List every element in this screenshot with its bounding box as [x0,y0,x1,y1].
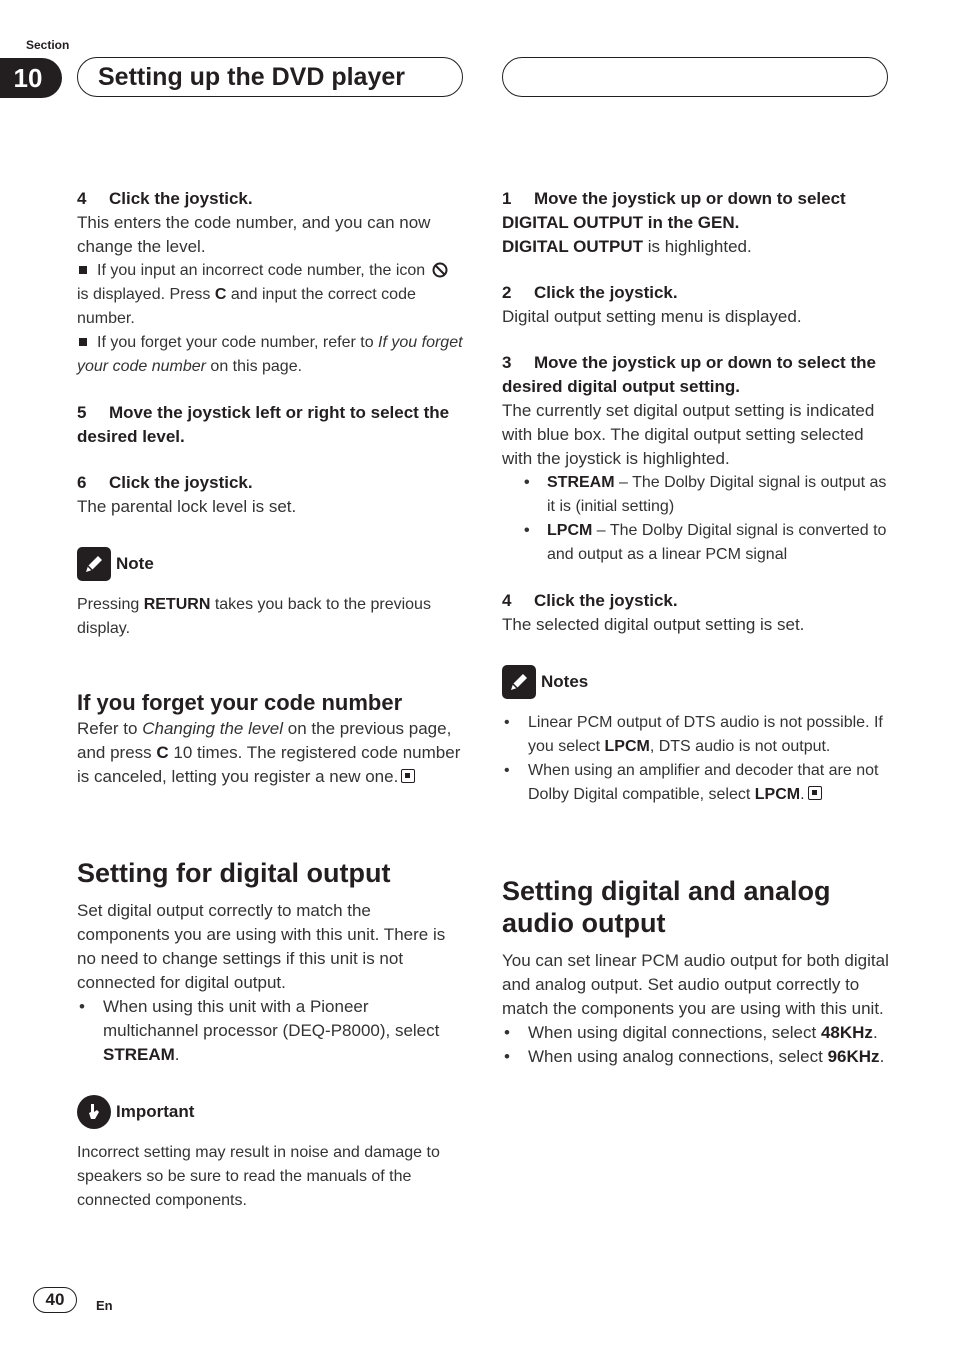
section-heading-digital-output: Setting for digital output [77,858,391,888]
step-3-heading [502,351,890,399]
step-4-text: The selected digital output setting is set. [502,615,805,634]
step-title: Click the joystick. [109,473,253,492]
bullet-text: When using analog connections, select [528,1047,823,1066]
key-stream: STREAM [547,474,615,491]
step-number: 1 [502,189,512,208]
square-bullet-icon [79,338,87,346]
step-title: Move the joystick left or right to select the desired level. [77,403,450,446]
section-heading-digital-analog: Setting digital and analog audio output [502,876,831,938]
step-number: 3 [502,353,512,372]
notes-text: When using an amplifier and decoder that are not Dolby Digital compatible, select [528,762,879,803]
key-lpcm: LPCM [547,522,593,539]
step-number: 2 [502,283,512,302]
key-stream: STREAM [103,1045,175,1064]
notes-label: Notes [541,672,589,691]
key-c: C [214,286,227,303]
notes-item-amplifier: • When using an amplifier and decoder that are not Dolby Digital compatible, select LPCM. [502,759,890,807]
step-title: Click the joystick. [534,591,678,610]
note-text [77,593,465,641]
section-number: 10 [0,58,62,98]
analog-bullet-analog: • When using analog connections, select 96KHz. [502,1045,890,1069]
body-text: on the previous page, and press [77,719,452,762]
body-text: 10 times. The registered code number is canceled, letting you register a new one. [77,743,461,786]
step-4-heading [77,187,465,211]
bullet-text: and input the correct code number. [77,286,416,327]
analog-bullet-digital: • When using digital connections, select 48KHz. [502,1021,890,1045]
bullet-text: When using digital connections, select [528,1023,817,1042]
bullet-text: is displayed. Press [77,286,211,303]
header-blank-pill [502,57,888,97]
digital-analog-text: You can set linear PCM audio output for both digital and analog output. Set audio output correctly to match the components you are using with this unit. [502,951,889,1018]
step-title: Move the joystick up or down to select the desired digital output setting. [502,353,876,396]
bullet-forgot-code [77,331,465,379]
step-number: 5 [77,403,87,422]
step-2-text: Digital output setting menu is displayed. [502,307,802,326]
end-mark-icon [808,786,822,800]
step-4-text: This enters the code number, and you can now change the level. [77,213,431,256]
note-pencil-icon [77,547,111,581]
important-text: Incorrect setting may result in noise and damage to speakers so be sure to read the manuals of the connected components. [77,1144,440,1209]
important-hand-icon [77,1095,111,1129]
step-number: 4 [502,591,512,610]
key-digital-output: DIGITAL OUTPUT [502,237,644,256]
important-label: Important [116,1102,195,1121]
note-text-part: Pressing [77,596,140,613]
left-column [77,187,465,1213]
square-bullet-icon [79,266,87,274]
section-heading-forget-code: If you forget your code number [77,690,403,715]
option-stream [502,471,890,519]
end-mark-icon [401,769,415,783]
key-96khz: 96KHz [827,1047,880,1066]
step-6-heading [77,471,465,495]
key-c: C [156,743,169,762]
note-label: Note [116,554,154,573]
bullet-text: on this page. [210,358,303,375]
bullet-text: If you input an incorrect code number, the icon [97,262,426,279]
option-text: – The Dolby Digital signal is output as it is (initial setting) [547,474,887,515]
cross-reference: If you forget your code number [77,334,463,375]
option-text: – The Dolby Digital signal is converted to and output as a linear PCM signal [547,522,887,563]
step-1-text [502,235,890,259]
cross-reference: Changing the level [142,719,284,738]
digital-output-bullet: • When using this unit with a Pioneer multichannel processor (DEQ-P8000), select STREAM. [77,995,465,1067]
note-heading [77,547,465,581]
step-3-text: The currently set digital output setting is indicated with blue box. The digital output setting selected with the joystick is highlighted. [502,401,875,468]
note-pencil-icon [502,665,536,699]
section-label: Section [26,38,70,52]
prohibited-icon [432,262,448,278]
step-1-heading [502,187,890,235]
step-4-heading [502,589,890,613]
step-6-text: The parental lock level is set. [77,497,297,516]
bullet-text: If you forget your code number, refer to [97,334,374,351]
page-number: 40 [33,1287,77,1313]
key-lpcm: LPCM [604,738,650,755]
note-text-part: takes you back to the previous display. [77,596,431,637]
key-lpcm: LPCM [754,786,801,803]
bullet-incorrect-code [77,259,465,331]
bullet-text: When using this unit with a Pioneer multichannel processor (DEQ-P8000), select [103,997,440,1040]
step-5-heading [77,401,465,449]
notes-text: Linear PCM output of DTS audio is not possible. If you select [528,714,883,755]
key-return: RETURN [143,596,211,613]
chapter-title: Setting up the DVD player [77,57,463,97]
digital-output-text: Set digital output correctly to match the components you are using with this unit. There is no need to change settings if this unit is not connected for digital output. [77,901,446,992]
key-48khz: 48KHz [820,1023,873,1042]
step-number: 6 [77,473,87,492]
option-lpcm [502,519,890,567]
forget-code-text [77,717,465,789]
notes-item-dts [502,711,890,759]
step-number: 4 [77,189,87,208]
step-title: Click the joystick. [109,189,253,208]
step-title: Move the joystick up or down to select DIGITAL OUTPUT in the GEN. [502,189,846,232]
body-text: is highlighted. [647,237,752,256]
important-heading [77,1095,465,1129]
body-text: Refer to [77,719,138,738]
notes-text: , DTS audio is not output. [649,738,831,755]
right-column [502,187,890,1069]
step-title: Click the joystick. [534,283,678,302]
step-2-heading [502,281,890,305]
language-label: En [96,1298,113,1313]
notes-heading [502,665,890,699]
